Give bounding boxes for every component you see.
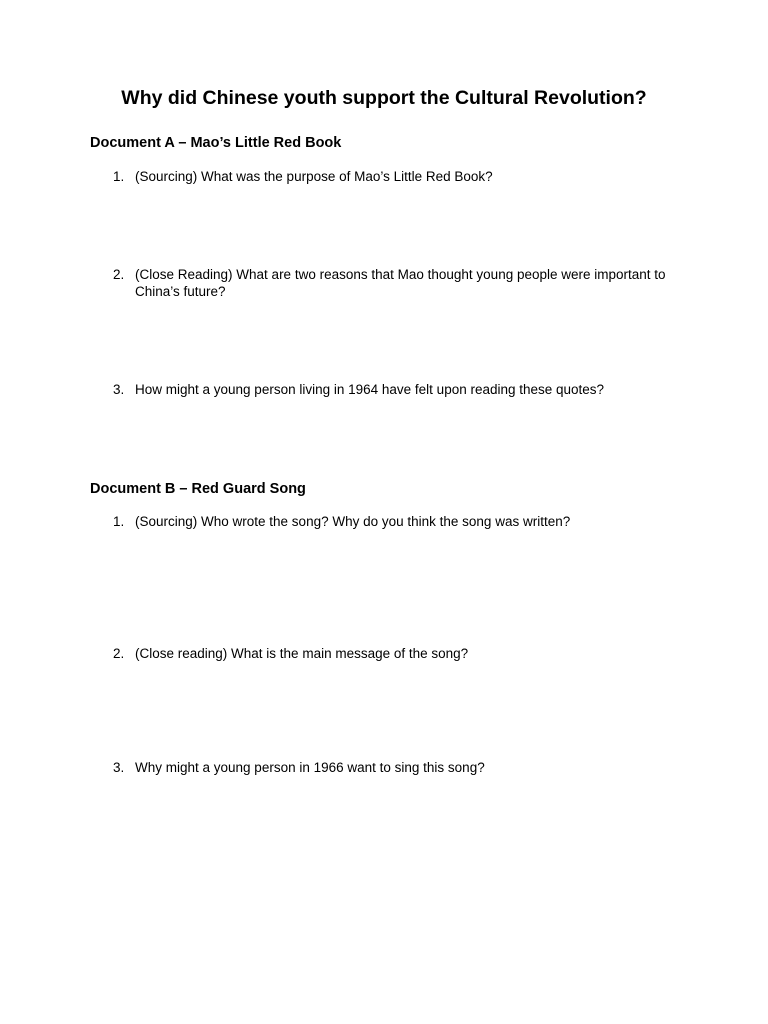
page-title: Why did Chinese youth support the Cultural Revolution? bbox=[121, 87, 647, 109]
question-text: (Sourcing) Who wrote the song? Why do you think the song was written? bbox=[135, 514, 571, 529]
question-a-2 bbox=[113, 266, 673, 300]
question-text: (Close Reading) What are two reasons that Mao thought young people were important to China’s future? bbox=[135, 267, 666, 299]
question-number: 1. bbox=[113, 514, 125, 529]
question-b-2 bbox=[113, 645, 673, 662]
question-text: (Sourcing) What was the purpose of Mao’s Little Red Book? bbox=[135, 169, 493, 184]
question-text: How might a young person living in 1964 have felt upon reading these quotes? bbox=[135, 382, 605, 397]
question-number: 3. bbox=[113, 760, 125, 775]
question-b-1 bbox=[113, 513, 673, 530]
question-number: 2. bbox=[113, 646, 125, 661]
question-number: 2. bbox=[113, 267, 125, 282]
question-a-1 bbox=[113, 168, 673, 185]
question-text: Why might a young person in 1966 want to sing this song? bbox=[135, 760, 485, 775]
question-a-3 bbox=[113, 381, 673, 398]
question-number: 3. bbox=[113, 382, 125, 397]
question-text: (Close reading) What is the main message of the song? bbox=[135, 646, 469, 661]
question-number: 1. bbox=[113, 169, 125, 184]
question-b-3 bbox=[113, 759, 673, 776]
section-heading-document-a: Document A – Mao’s Little Red Book bbox=[90, 135, 342, 151]
section-heading-document-b: Document B – Red Guard Song bbox=[90, 481, 306, 497]
